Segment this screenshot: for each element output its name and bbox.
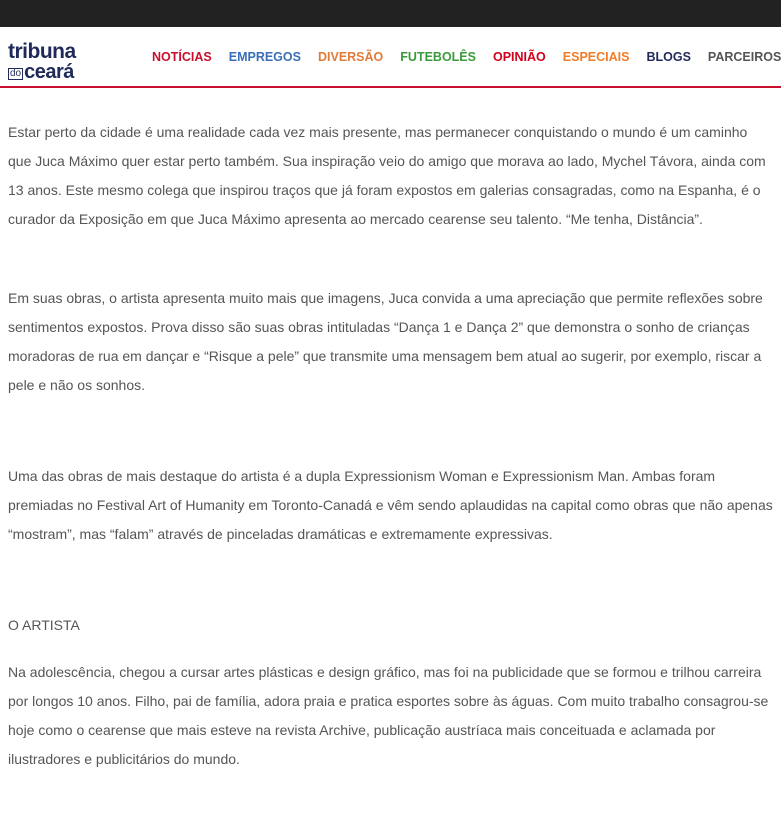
section-heading-artista: O ARTISTA (8, 617, 80, 633)
logo-line1: tribuna (8, 40, 76, 63)
site-logo[interactable] (8, 40, 84, 83)
article-paragraph-1: Estar perto da cidade é uma realidade cada vez mais presente, mas permanecer conquistando o mundo é um caminho que Juca Máximo quer estar perto também. Sua inspiração veio do amigo que morava ao lado, Mychel Távora, ainda com 13 anos. Este mesmo colega que inspirou traços que já foram expostos em galerias consagradas, como na Espanha, é o curador da Exposição em que Juca Máximo apresenta ao mercado cearense seu talento. “Me tenha, Distância”. (8, 124, 766, 227)
site-header (0, 27, 781, 88)
nav-parceiros[interactable]: PARCEIROS (707, 50, 781, 64)
nav-noticias[interactable]: NOTÍCIAS (152, 50, 212, 64)
article-paragraph-2: Em suas obras, o artista apresenta muito mais que imagens, Juca convida a uma apreciação que permite reflexões sobre sentimentos expostos. Prova disso são suas obras intituladas “Dança 1 e Dança 2” que demonstra o sonho de crianças moradoras de rua em dançar e “Risque a pele” que transmite uma mensagem bem atual ao sugerir, por exemplo, riscar a pele e não os sonhos. (8, 290, 763, 393)
nav-especiais[interactable]: ESPECIAIS (562, 50, 630, 64)
logo-line2-text: ceará (24, 61, 74, 83)
article-body (0, 118, 781, 774)
article-paragraph-4: Na adolescência, chegou a cursar artes plásticas e design gráfico, mas foi na publicidade que se formou e trilhou carreira por longos 10 anos. Filho, pai de família, adora praia e pratica esportes sobre às águas. Com muito trabalho consagrou-se hoje como o cearense que mais esteve na revista Archive, publicação austríaca mais conceituada e aclamada por ilustradores e publicitários do mundo. (8, 664, 769, 767)
article-paragraph-3: Uma das obras de mais destaque do artista é a dupla Expressionism Woman e Expressionism Man. Ambas foram premiadas no Festival Art of Humanity em Toronto-Canadá e vêm sendo aplaudidas na capital como obras que não apenas “mostram”, mas “falam” através de pinceladas dramáticas e extremamente expressivas. (8, 468, 773, 542)
top-bar (0, 0, 781, 27)
logo-line2 (8, 62, 84, 82)
nav-blogs[interactable]: BLOGS (646, 50, 691, 64)
nav-empregos[interactable]: EMPREGOS (228, 50, 301, 64)
nav-futeboles[interactable]: FUTEBOLÊS (400, 50, 476, 64)
nav-diversao[interactable]: DIVERSÃO (317, 50, 384, 64)
logo-small-text: do (10, 68, 22, 79)
nav-opiniao[interactable]: OPINIÃO (492, 50, 546, 64)
main-nav (152, 50, 781, 64)
